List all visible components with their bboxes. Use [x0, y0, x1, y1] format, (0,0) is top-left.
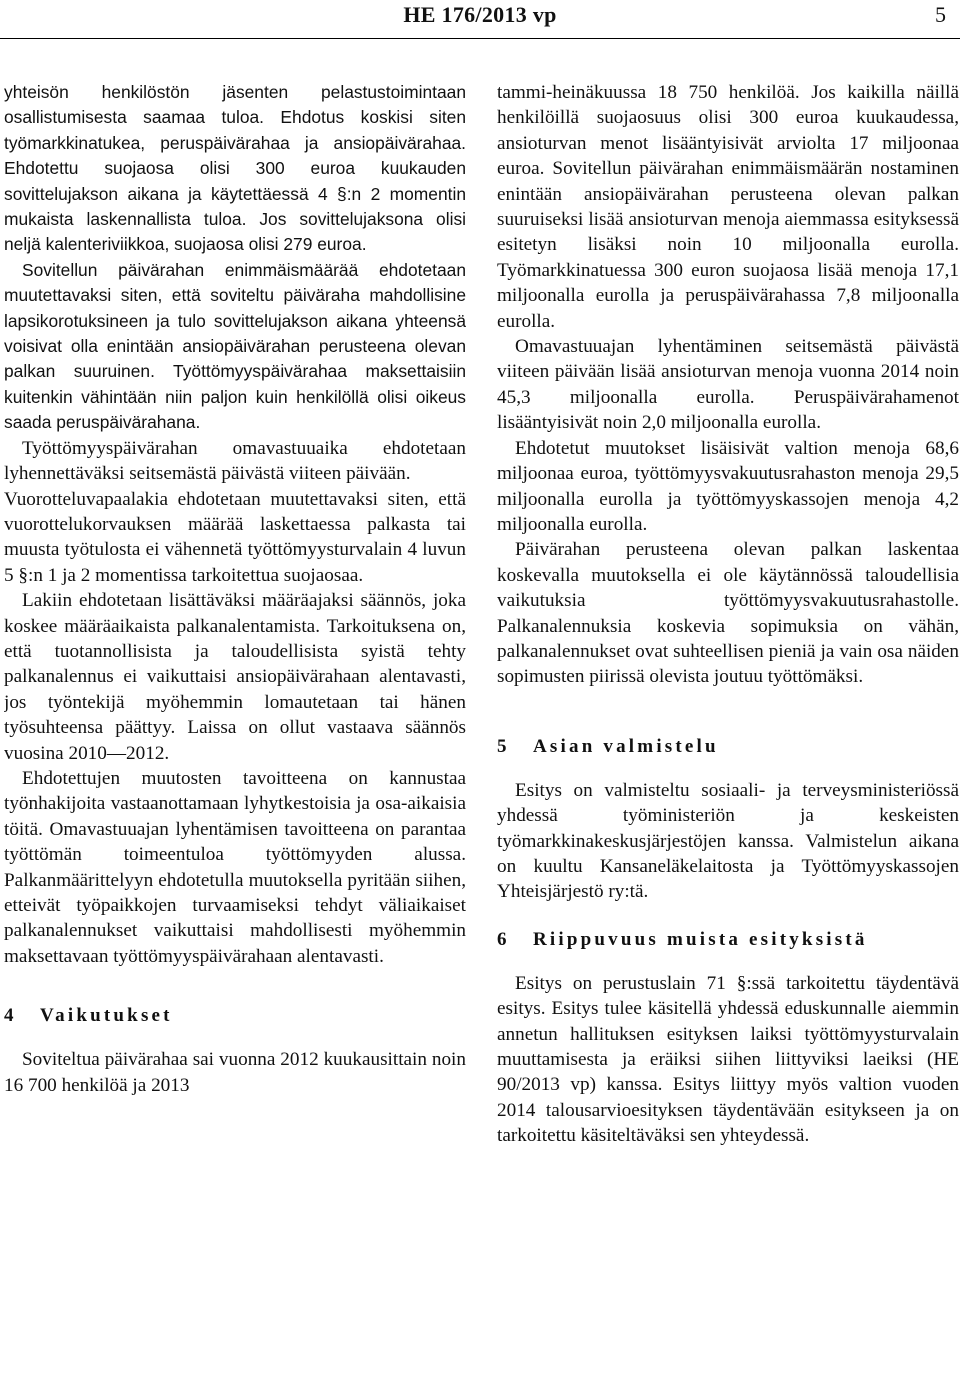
- right-column: [497, 80, 959, 1390]
- page-number: 5: [935, 2, 946, 27]
- paragraph: Päivärahan perusteena olevan palkan laskentaa koskevalla muutoksella ei ole käytännössä taloudellisia vaikutuksia työttömyysvakuutusrahastolle. Palkanalennuksia koskevia sopimuksia on vähän, palkanalennukset ovat suhteellisen pieniä ja vain osa näiden sopimusten piirissä olevista joutuu työttömäksi.: [497, 539, 959, 688]
- paragraph: Vuorotteluvapaalakia ehdotetaan muutettavaksi siten, että vuorottelukorvauksen määrää laskettaessa palkasta tai muusta työtulosta ei vähennetä työttömyysturvalain 4 luvun 5 §:n 1 ja 2 momentissa tarkoitettua suojaosaa.: [4, 488, 466, 586]
- section-number: 4: [4, 1005, 14, 1027]
- header-rule: [0, 38, 960, 39]
- sans-paragraph-group: [4, 80, 466, 436]
- section-heading: [497, 736, 959, 758]
- section-number: 6: [497, 928, 507, 950]
- document-id: HE 176/2013 vp: [403, 2, 557, 27]
- paragraph: Esitys on perustuslain 71 §:ssä tarkoitettu täydentävä esitys. Esitys tulee käsitellä yhdessä eduskunnalle aiemmin annetun hallituksen esityksen laiksi työttömyysturvalain muuttamisesta ja eräiksi siihen liittyviksi laeiksi (HE 90/2013 vp) kanssa. Esitys liittyy myös valtion vuoden 2014 talousarvioesityksen täydentävään esitykseen ja on tarkoitettu käsiteltäväksi sen yhteydessä.: [497, 972, 959, 1147]
- paragraph: Sovitellun päivärahan enimmäismäärää ehdotetaan muutettavaksi siten, että soviteltu päiväraha mahdollisine lapsikorotuksineen ja tulo sovittelujakson aikana yhteensä voisivat olla enintään ansiopäivärahan perusteena olevan palkan suuruinen. Työttömyyspäivärahaa maksettaisiin kuitenkin vähintään niin paljon kuin henkilöllä olisi oikeus saada peruspäivärahana.: [4, 259, 466, 433]
- paragraph: yhteisön henkilöstön jäsenten pelastustoimintaan osallistumisesta saamaa tuloa. Ehdotus koskisi siten työmarkkinatukea, peruspäivärahaa ja ansiopäivärahaa. Ehdotettu suojaosa olisi 300 euroa kuukauden sovittelujakson aikana ja käytettäessä 4 §:n 2 momentin mukaista laskennallista tuloa. Jos sovittelujaksona olisi neljä kalenteriviikkoa, suojaosa olisi 279 euroa.: [4, 82, 466, 255]
- section-title: Asian valmistelu: [533, 735, 719, 757]
- paragraph: Omavastuuajan lyhentäminen seitsemästä päivästä viiteen päivään lisää ansioturvan menoja vuonna 2014 noin 45,3 miljoonalla eurolla. Peruspäivärahamenot lisääntyisivät noin 2,0 miljoonalla eurolla.: [497, 336, 959, 434]
- section-heading: [497, 929, 959, 951]
- paragraph: tammi-heinäkuussa 18 750 henkilöä. Jos kaikilla näillä henkilöillä suojaosuus olisi 300 euroa kuukaudessa, ansioturvan menot lisääntyisivät arviolta 17 miljoonaa euroa. Sovitellun päivärahan enimmäismäärän nostaminen enintään ansiopäivärahan perusteena olevan palkan suuruiseksi lisää ansioturvan menoja aiemmassa esityksessä esitetyn lisäksi noin 10 miljoonalla eurolla. Työmarkkinatuessa 300 euron suojaosa lisää menoja 17,1 miljoonalla eurolla ja peruspäivärahassa 7,8 miljoonalla eurolla.: [497, 82, 959, 332]
- paragraph: Työttömyyspäivärahan omavastuuaika ehdotetaan lyhennettäväksi seitsemästä päivästä viiteen päivään.: [4, 437, 466, 485]
- paragraph: Ehdotettujen muutosten tavoitteena on kannustaa työnhakijoita vastaanottamaan lyhytkestoisia ja osa-aikaisia töitä. Omavastuuajan lyhentämisen tavoitteena on parantaa työttömän toimeentuloa työttömyyden alussa. Palkanmäärittelyyn ehdotetulla muutoksella pyritään siihen, etteivät työpaikkojen turvaamiseksi tehdyt väliaikaiset palkanalennukset vaikuttaisi mahdollisesti myöhemmin maksettavaan työttömyyspäivärahaan alentavasti.: [4, 767, 466, 967]
- section-title: Vaikutukset: [40, 1005, 173, 1027]
- paragraph: Ehdotetut muutokset lisäisivät valtion menoja 68,6 miljoonaa euroa, työttömyysvakuutusrahaston menoja 29,5 miljoonalla eurolla ja työttömyyskassojen menoja 4,2 miljoonalla eurolla.: [497, 437, 959, 535]
- left-column: [4, 80, 466, 1390]
- page-header: [0, 0, 960, 40]
- section-title: Riippuvuus muista esityksistä: [533, 928, 868, 950]
- paragraph: Soviteltua päivärahaa sai vuonna 2012 kuukausittain noin 16 700 henkilöä ja 2013: [4, 1049, 466, 1096]
- paragraph: Lakiin ehdotetaan lisättäväksi määräajaksi säännös, joka koskee määräaikaista palkanalentamista. Tarkoituksena on, että tuotannollisista ja taloudellisista syistä tehty palkanalennus ei vaikuttaisi ansiopäivärahaan alentavasti, jos työntekijä myöhemmin lomautetaan tai hänen työsuhteensa päättyy. Laissa on ollut vastaava säännös vuosina 2010—2012.: [4, 590, 466, 764]
- paragraph: Esitys on valmisteltu sosiaali- ja terveysministeriössä yhdessä työministeriön ja keskeisten työmarkkinakeskusjärjestöjen kanssa. Valmistelun aikana on kuultu Kansaneläkelaitosta ja Työttömyyskassojen Yhteisjärjestö ry:tä.: [497, 779, 959, 903]
- section-number: 5: [497, 735, 507, 757]
- section-heading: [4, 1005, 466, 1027]
